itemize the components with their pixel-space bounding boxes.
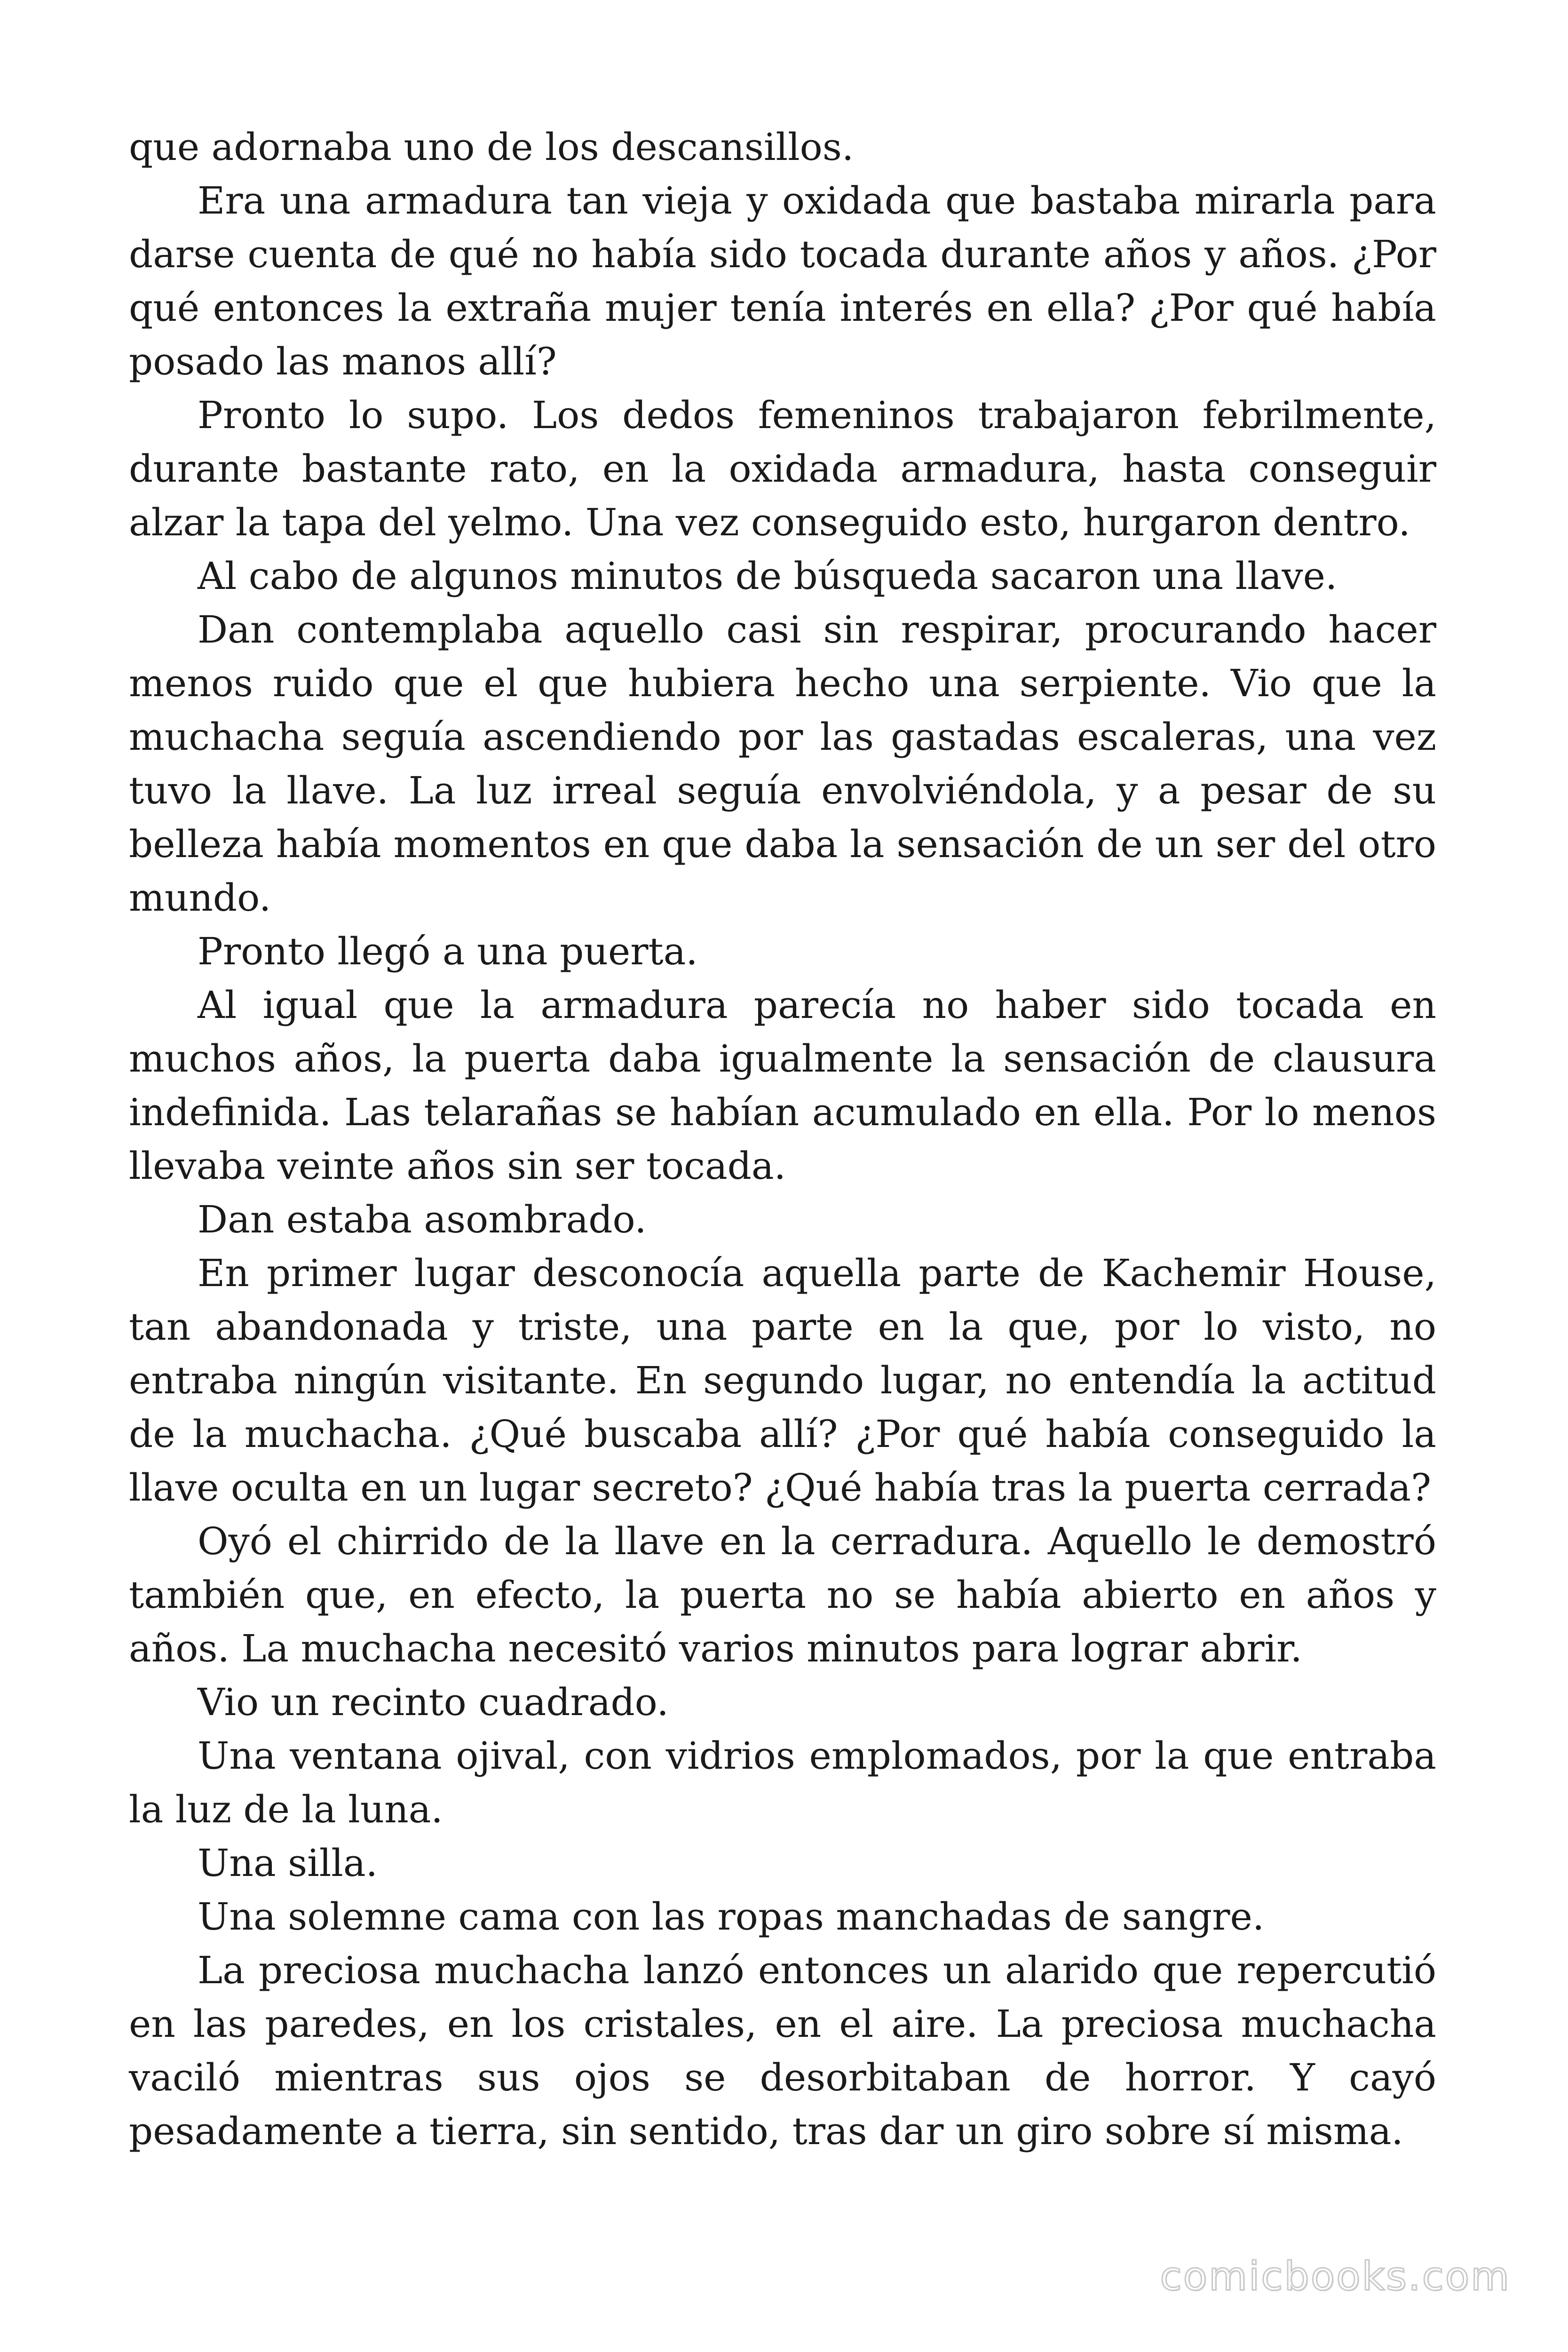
watermark-logo: comicbooks.com (1160, 2253, 1511, 2299)
paragraph-8: Dan estaba asombrado. (198, 1198, 647, 1241)
paragraph-7: Al igual que la armadura parecía no haber sido tocada en muchos años, la puerta daba igualmente la sensación de clausura indefinida. Las telarañas se habían acumulado en ella. Por lo menos llevaba veinte años sin ser tocada. (129, 983, 1436, 1188)
paragraph-2: Era una armadura tan vieja y oxidada que bastaba mirarla para darse cuenta de qué no había sido tocada durante años y años. ¿Por qué entonces la extraña mujer tenía interés en ella? ¿Por qué había posado las manos allí? (129, 179, 1436, 383)
paragraph-15: La preciosa muchacha lanzó entonces un alarido que repercutió en las paredes, en los cristales, en el aire. La preciosa muchacha vaciló mientras sus ojos se desorbitaban de horror. Y cayó pesadamente a tierra, sin sentido, tras dar un giro sobre sí misma. (129, 1948, 1436, 2153)
paragraph-14: Una solemne cama con las ropas manchadas de sangre. (198, 1895, 1265, 1939)
body-text (129, 120, 1436, 2158)
paragraph-13: Una silla. (198, 1841, 378, 1885)
paragraph-11: Vio un recinto cuadrado. (198, 1680, 669, 1724)
paragraph-6: Pronto llegó a una puerta. (198, 930, 698, 973)
paragraph-4: Al cabo de algunos minutos de búsqueda sacaron una llave. (198, 554, 1338, 598)
paragraph-5: Dan contemplaba aquello casi sin respirar, procurando hacer menos ruido que el que hubiera hecho una serpiente. Vio que la muchacha seguía ascendiendo por las gastadas escaleras, una vez tuvo la llave. La luz irreal seguía envolviéndola, y a pesar de su belleza había momentos en que daba la sensación de un ser del otro mundo. (129, 608, 1436, 920)
paragraph-9: En primer lugar desconocía aquella parte de Kachemir House, tan abandonada y triste, una parte en la que, por lo visto, no entraba ningún visitante. En segundo lugar, no entendía la actitud de la muchacha. ¿Qué buscaba allí? ¿Por qué había conseguido la llave oculta en un lugar secreto? ¿Qué había tras la puerta cerrada? (129, 1251, 1436, 1510)
paragraph-12: Una ventana ojival, con vidrios emplomados, por la que entraba la luz de la luna. (129, 1734, 1436, 1831)
paragraph-3: Pronto lo supo. Los dedos femeninos trabajaron febrilmente, durante bastante rato, en la oxidada armadura, hasta conseguir alzar la tapa del yelmo. Una vez conseguido esto, hurgaron dentro. (129, 393, 1436, 544)
paragraph-10: Oyó el chirrido de la llave en la cerradura. Aquello le demostró también que, en efecto, la puerta no se había abierto en años y años. La muchacha necesitó varios minutos para lograr abrir. (129, 1519, 1436, 1670)
paragraph-1: que adornaba uno de los descansillos. (129, 125, 854, 169)
